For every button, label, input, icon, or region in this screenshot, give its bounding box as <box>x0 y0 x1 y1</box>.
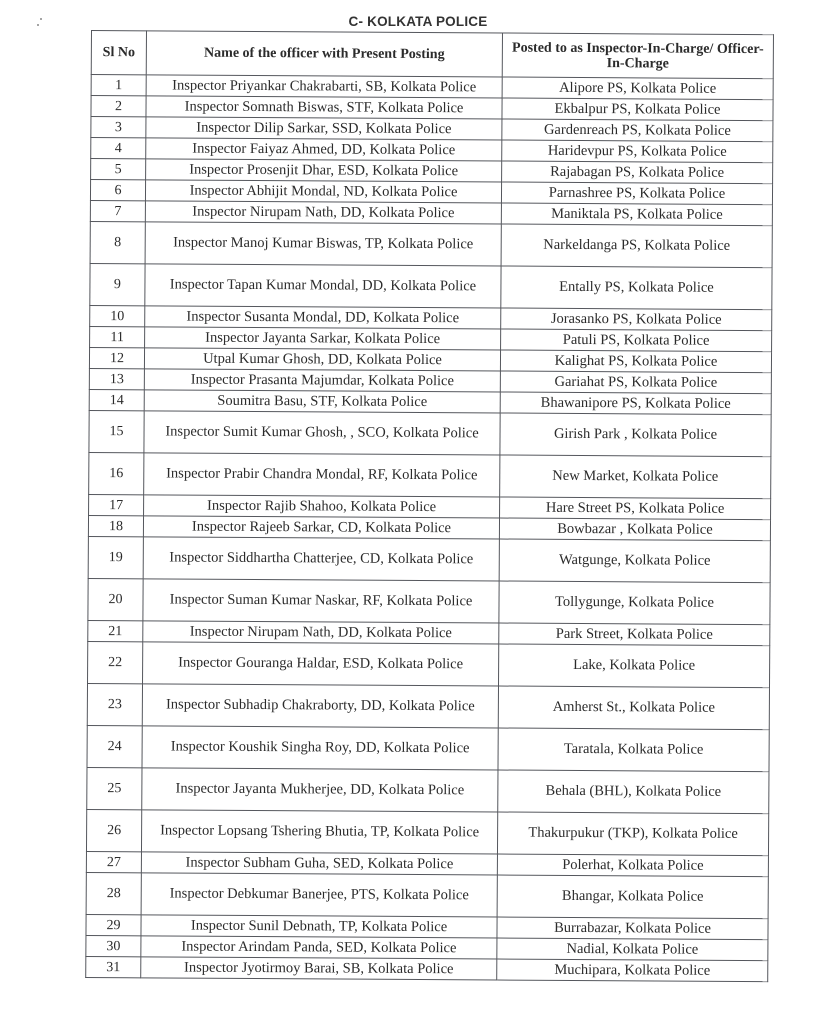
posted-to-cell: Tollygunge, Kolkata Police <box>499 581 770 625</box>
posted-to-cell: Bhawanipore PS, Kolkata Police <box>500 392 771 415</box>
sl-no-cell: 17 <box>89 494 144 515</box>
officer-cell: Inspector Lopsang Tshering Bhutia, TP, Kolkata Police <box>141 810 497 854</box>
sl-no-cell: 21 <box>88 620 143 641</box>
table-row <box>87 683 769 729</box>
posted-to-cell: Entally PS, Kolkata Police <box>501 266 772 310</box>
officer-cell: Inspector Subhadip Chakraborty, DD, Kolkata Police <box>142 684 498 728</box>
sl-no-cell: 31 <box>86 956 141 977</box>
officer-cell: Inspector Somnath Biswas, STF, Kolkata Police <box>146 96 502 119</box>
sl-no-cell: 7 <box>90 200 145 221</box>
sl-no-cell: 22 <box>88 641 143 683</box>
sl-no-cell: 29 <box>86 914 141 935</box>
posted-to-cell: Parnashree PS, Kolkata Police <box>501 182 772 205</box>
officer-cell: Inspector Debkumar Banerjee, PTS, Kolkata Police <box>141 873 497 917</box>
officer-cell: Inspector Sunil Debnath, TP, Kolkata Police <box>141 915 497 938</box>
posted-to-cell: Taratala, Kolkata Police <box>498 728 769 772</box>
scan-speck <box>40 18 42 20</box>
sl-no-cell: 28 <box>86 872 141 914</box>
officer-cell: Inspector Jayanta Sarkar, Kolkata Police <box>145 327 501 350</box>
posted-to-cell: Behala (BHL), Kolkata Police <box>498 770 769 814</box>
posted-to-cell: Bhangar, Kolkata Police <box>497 875 768 919</box>
officer-cell: Inspector Prasanta Majumdar, Kolkata Police <box>144 369 500 392</box>
sl-no-cell: 1 <box>91 75 146 96</box>
table-row <box>88 578 770 624</box>
posted-to-cell: Gariahat PS, Kolkata Police <box>500 371 771 394</box>
posted-to-cell: Alipore PS, Kolkata Police <box>502 77 773 100</box>
officer-cell: Inspector Priyankar Chakrabarti, SB, Kolkata Police <box>146 75 502 98</box>
posted-to-cell: Girish Park , Kolkata Police <box>500 413 771 457</box>
officer-cell: Inspector Manoj Kumar Biswas, TP, Kolkata Police <box>145 222 501 266</box>
posted-to-cell: Nadial, Kolkata Police <box>497 938 768 961</box>
officer-cell: Inspector Abhijit Mondal, ND, Kolkata Police <box>145 180 501 203</box>
officer-cell: Inspector Dilip Sarkar, SSD, Kolkata Police <box>146 117 502 140</box>
officer-cell: Inspector Suman Kumar Naskar, RF, Kolkata Police <box>143 579 499 623</box>
sl-no-cell: 13 <box>89 368 144 389</box>
officer-cell: Inspector Prabir Chandra Mondal, RF, Kolkata Police <box>144 453 500 497</box>
sl-no-cell: 12 <box>89 347 144 368</box>
sl-no-cell: 30 <box>86 935 141 956</box>
posted-to-cell: Muchipara, Kolkata Police <box>497 959 768 982</box>
posted-to-cell: Bowbazar , Kolkata Police <box>499 518 770 541</box>
table-row <box>90 263 772 309</box>
officer-cell: Inspector Tapan Kumar Mondal, DD, Kolkata Police <box>145 264 501 308</box>
column-header-officer: Name of the officer with Present Posting <box>146 31 502 77</box>
document-heading: C- KOLKATA POLICE <box>348 14 488 29</box>
posted-to-cell: Burrabazar, Kolkata Police <box>497 917 768 940</box>
officer-cell: Inspector Gouranga Haldar, ESD, Kolkata Police <box>143 642 499 686</box>
posted-to-cell: Maniktala PS, Kolkata Police <box>501 203 772 226</box>
officer-cell: Soumitra Basu, STF, Kolkata Police <box>144 390 500 413</box>
posted-to-cell: Kalighat PS, Kolkata Police <box>500 350 771 373</box>
table-row <box>89 410 771 456</box>
posted-to-cell: Haridevpur PS, Kolkata Police <box>502 140 773 163</box>
posted-to-cell: Ekbalpur PS, Kolkata Police <box>502 98 773 121</box>
sl-no-cell: 11 <box>90 326 145 347</box>
sl-no-cell: 24 <box>87 725 142 767</box>
posted-to-cell: Hare Street PS, Kolkata Police <box>500 497 771 520</box>
sl-no-cell: 4 <box>91 138 146 159</box>
sl-no-cell: 18 <box>88 515 143 536</box>
sl-no-cell: 19 <box>88 536 143 578</box>
officer-cell: Inspector Nirupam Nath, DD, Kolkata Police <box>143 621 499 644</box>
posted-to-cell: Polerhat, Kolkata Police <box>497 854 768 877</box>
posted-to-cell: New Market, Kolkata Police <box>500 455 771 499</box>
sl-no-cell: 16 <box>89 452 144 494</box>
sl-no-cell: 23 <box>87 683 142 725</box>
officer-cell: Inspector Rajib Shahoo, Kolkata Police <box>144 495 500 518</box>
posted-to-cell: Jorasanko PS, Kolkata Police <box>501 308 772 331</box>
officer-cell: Utpal Kumar Ghosh, DD, Kolkata Police <box>144 348 500 371</box>
sl-no-cell: 3 <box>91 117 146 138</box>
posted-to-cell: Park Street, Kolkata Police <box>499 623 770 646</box>
column-header-posted-to: Posted to as Inspector-In-Charge/ Officer-In-Charge <box>502 33 773 79</box>
officer-cell: Inspector Sumit Kumar Ghosh, , SCO, Kolkata Police <box>144 411 500 455</box>
posted-to-cell: Gardenreach PS, Kolkata Police <box>502 119 773 142</box>
sl-no-cell: 27 <box>86 851 141 872</box>
posted-to-cell: Lake, Kolkata Police <box>499 644 770 688</box>
sl-no-cell: 8 <box>90 221 145 263</box>
table-row <box>88 536 770 582</box>
posted-to-cell: Narkeldanga PS, Kolkata Police <box>501 224 772 268</box>
posted-to-cell: Patuli PS, Kolkata Police <box>501 329 772 352</box>
officer-cell: Inspector Jyotirmoy Barai, SB, Kolkata Police <box>141 957 497 980</box>
sl-no-cell: 6 <box>90 180 145 201</box>
table-row <box>86 809 768 855</box>
table-row <box>87 725 769 771</box>
officer-cell: Inspector Faiyaz Ahmed, DD, Kolkata Police <box>146 138 502 161</box>
table-body <box>86 75 774 982</box>
sl-no-cell: 15 <box>89 410 144 452</box>
officer-cell: Inspector Prosenjit Dhar, ESD, Kolkata Police <box>146 159 502 182</box>
posted-to-cell: Thakurpukur (TKP), Kolkata Police <box>497 812 768 856</box>
sl-no-cell: 5 <box>91 159 146 180</box>
table-row <box>86 872 768 918</box>
officer-cell: Inspector Nirupam Nath, DD, Kolkata Police <box>145 201 501 224</box>
officer-cell: Inspector Koushik Singha Roy, DD, Kolkata Police <box>142 726 498 770</box>
sl-no-cell: 20 <box>88 578 143 620</box>
table-header-row <box>91 31 773 79</box>
posted-to-cell: Watgunge, Kolkata Police <box>499 539 770 583</box>
sl-no-cell: 10 <box>90 305 145 326</box>
officer-cell: Inspector Siddhartha Chatterjee, CD, Kolkata Police <box>143 537 499 581</box>
table-row <box>86 956 768 981</box>
officer-cell: Inspector Rajeeb Sarkar, CD, Kolkata Police <box>143 516 499 539</box>
table-row <box>90 221 772 267</box>
officer-cell: Inspector Arindam Panda, SED, Kolkata Police <box>141 936 497 959</box>
officer-posting-table <box>85 30 774 982</box>
officer-cell: Inspector Susanta Mondal, DD, Kolkata Police <box>145 306 501 329</box>
sl-no-cell: 9 <box>90 263 145 305</box>
table-row <box>89 452 771 498</box>
sl-no-cell: 26 <box>86 809 141 851</box>
column-header-sl-no: Sl No <box>91 31 146 75</box>
sl-no-cell: 2 <box>91 96 146 117</box>
officer-cell: Inspector Subham Guha, SED, Kolkata Police <box>141 852 497 875</box>
officer-cell: Inspector Jayanta Mukherjee, DD, Kolkata Police <box>142 768 498 812</box>
sl-no-cell: 25 <box>87 767 142 809</box>
posted-to-cell: Amherst St., Kolkata Police <box>498 686 769 730</box>
posted-to-cell: Rajabagan PS, Kolkata Police <box>502 161 773 184</box>
scan-speck <box>37 24 39 26</box>
table-row <box>88 641 770 687</box>
sl-no-cell: 14 <box>89 389 144 410</box>
table-row <box>87 767 769 813</box>
